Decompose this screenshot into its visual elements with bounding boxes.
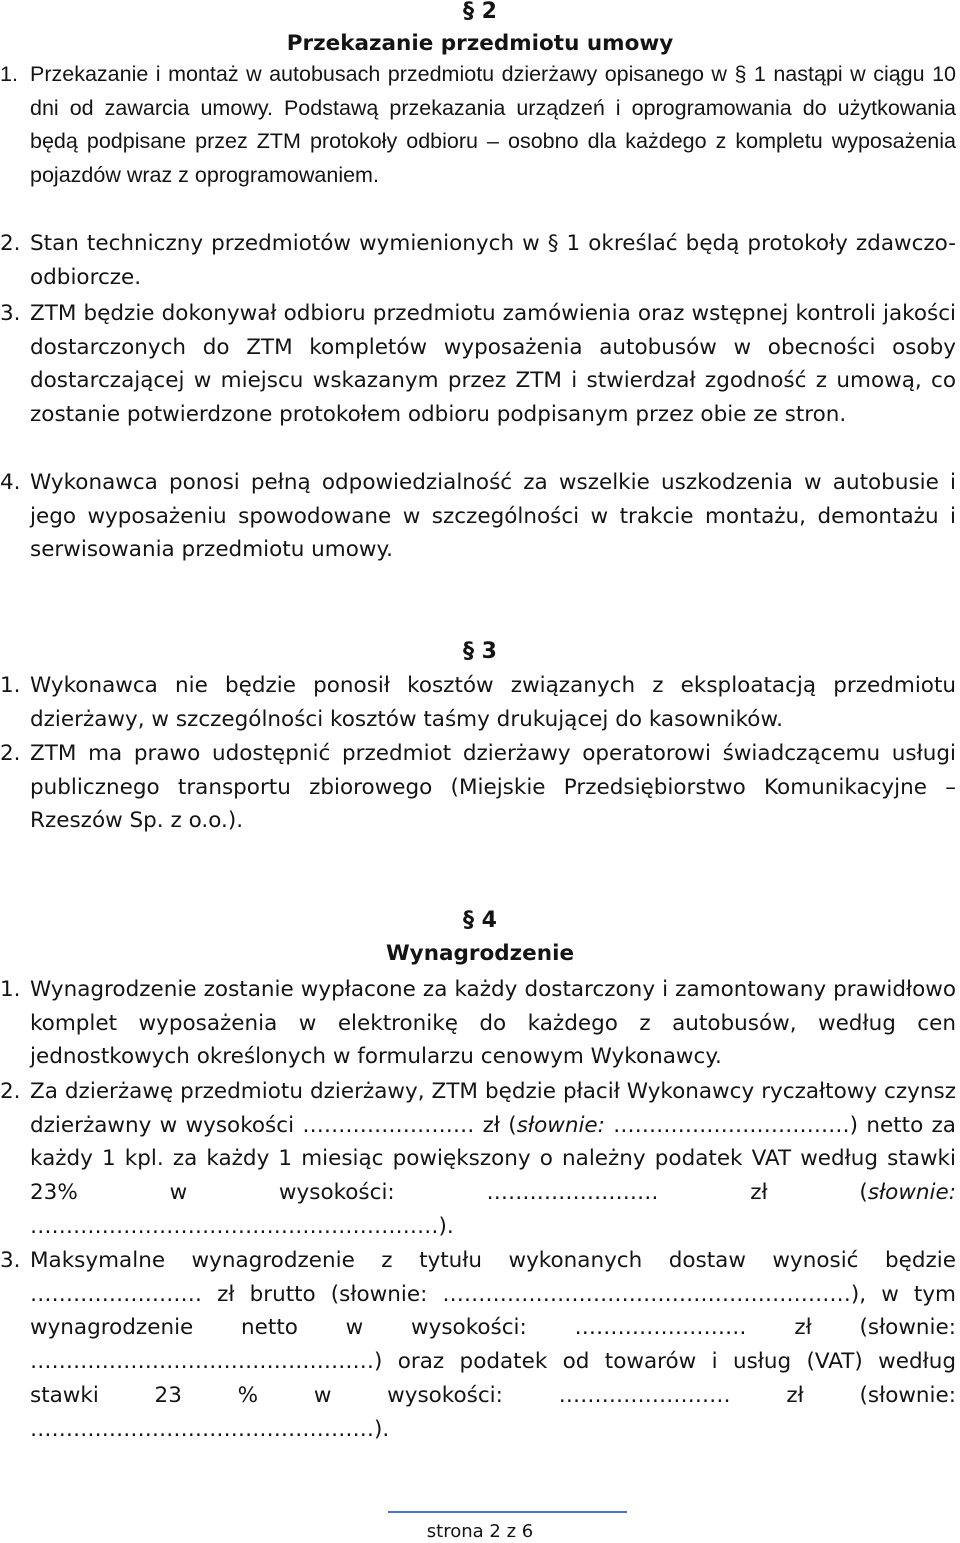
- item-number: 1.: [0, 977, 21, 1002]
- item-number: 2.: [0, 231, 21, 256]
- s2-item-3: [0, 297, 958, 432]
- item-text: Wynagrodzenie zostanie wypłacone za każdy dostarczony i zamontowany prawidłowo komplet wyposażenia w elektronikę do każdego z autobusów, według cen jednostkowych określonych w formularzu cenowym Wykonawcy.: [30, 977, 956, 1070]
- s3-item-2: [0, 737, 958, 838]
- item-number: 3.: [0, 1248, 21, 1273]
- item-number: 3.: [0, 301, 21, 326]
- item-number: 2.: [0, 1079, 21, 1104]
- item-number: 4.: [0, 470, 21, 495]
- section-2-heading: § 2: [463, 0, 497, 24]
- item-text-part: Za dzierżawę przedmiotu dzierżawy, ZTM będzie płacił Wykonawcy ryczałtowy czynsz dzierżawny w wysokości …………………… zł (: [30, 1079, 956, 1138]
- s4-item-3: [0, 1244, 958, 1446]
- item-text-part: …………………………………………………).: [30, 1213, 454, 1239]
- section-4-title: Wynagrodzenie: [385, 941, 575, 966]
- footer-divider: [388, 1511, 627, 1513]
- s2-item-1: [0, 58, 958, 193]
- section-4-heading: § 4: [463, 908, 497, 933]
- item-text: Przekazanie i montaż w autobusach przedmiotu dzierżawy opisanego w § 1 nastąpi w ciągu 10 dni od zawarcia umowy. Podstawą przekazania urządzeń i oprogramowania do użytkowania będą podpisane przez ZTM protokoły odbioru – osobno dla każdego z kompletu wyposażenia pojazdów wraz z oprogramowaniem.: [30, 62, 956, 188]
- slownie-label: słownie:: [867, 1180, 956, 1206]
- item-text: Stan techniczny przedmiotów wymienionych w § 1 określać będą protokoły zdawczo-odbiorcze.: [30, 231, 956, 290]
- s3-item-1: [0, 669, 958, 736]
- slownie-label: słownie:: [516, 1112, 605, 1138]
- section-2-title: Przekazanie przedmiotu umowy: [286, 31, 674, 56]
- item-number: 1.: [0, 62, 18, 86]
- page-number: strona 2 z 6: [426, 1521, 534, 1542]
- item-text: ZTM ma prawo udostępnić przedmiot dzierżawy operatorowi świadczącemu usługi publicznego transportu zbiorowego (Miejskie Przedsiębiorstwo Komunikacyjne – Rzeszów Sp. z o.o.).: [30, 741, 956, 834]
- s4-item-2: [0, 1075, 958, 1244]
- item-text: Wykonawca ponosi pełną odpowiedzialność za wszelkie uszkodzenia w autobusie i jego wyposażeniu spowodowane w szczególności w trakcie montażu, demontażu i serwisowania przedmiotu umowy.: [30, 470, 956, 563]
- item-text: ZTM będzie dokonywał odbioru przedmiotu zamówienia oraz wstępnej kontroli jakości dostarczonych do ZTM kompletów wyposażenia autobusów w obecności osoby dostarczającej w miejscu wskazanym przez ZTM i stwierdzał zgodność z umową, co zostanie potwierdzone protokołem odbioru podpisanym przez obie ze stron.: [30, 301, 956, 428]
- item-text: Maksymalne wynagrodzenie z tytułu wykonanych dostaw wynosić będzie …………………… zł brutto (słownie: …………………………………………………), w tym wynagrodzenie netto w wysokości: …………………… zł (słownie: …………………………………………) oraz podatek od towarów i usług (VAT) według stawki 23 % w wysokości: …………………… zł (słownie: …………………………………………).: [30, 1248, 956, 1442]
- section-3-heading: § 3: [463, 639, 497, 664]
- item-text: Wykonawca nie będzie ponosił kosztów związanych z eksploatacją przedmiotu dzierżawy, w szczególności kosztów taśmy drukującej do kasowników.: [30, 673, 956, 732]
- item-text-part: ……………………………) netto za każdy 1 kpl. za każdy 1 miesiąc powiększony o należny podatek VAT według stawki 23% w wysokości: …………………… zł (: [30, 1112, 956, 1206]
- s2-item-2: [0, 227, 958, 294]
- s4-item-1: [0, 973, 958, 1074]
- item-number: 2.: [0, 741, 21, 766]
- item-number: 1.: [0, 673, 21, 698]
- s2-item-4: [0, 466, 958, 567]
- item-text: [30, 1075, 956, 1244]
